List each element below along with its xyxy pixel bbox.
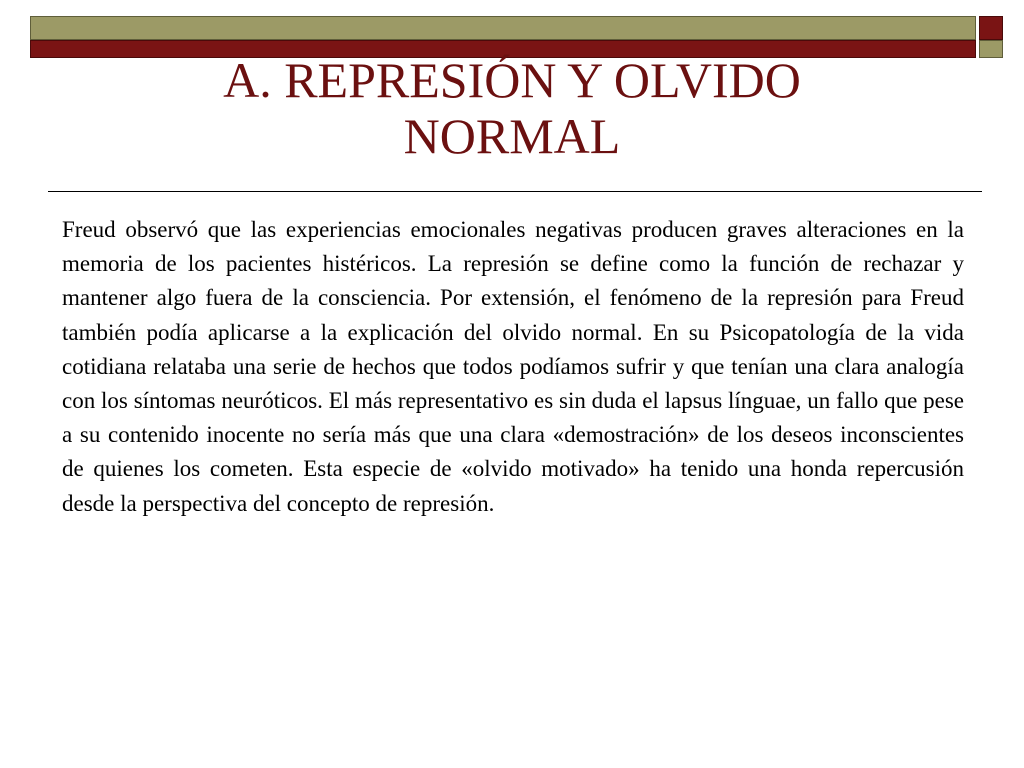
title-divider bbox=[48, 191, 982, 192]
slide-title bbox=[0, 52, 1024, 164]
decorative-olive-bar bbox=[30, 16, 976, 40]
decorative-red-square bbox=[979, 16, 1003, 40]
slide-body-text: Freud observó que las experiencias emocionales negativas producen graves alteraciones en la memoria de los pacientes histéricos. La represión se define como la función de rechazar y mantener algo fuera de la consciencia. Por extensión, el fenómeno de la represión para Freud también podía aplicarse a la explicación del olvido normal. En su Psicopatología de la vida cotidiana relataba una serie de hechos que todos podíamos sufrir y que tenían una clara analogía con los síntomas neuróticos. El más representativo es sin duda el lapsus línguae, un fallo que pese a su contenido inocente no sería más que una clara «demostración» de los deseos inconscientes de quienes los cometen. Esta especie de «olvido motivado» ha tenido una honda repercusión desde la perspectiva del concepto de represión. bbox=[62, 217, 964, 516]
slide-title-line-1: A. REPRESIÓN Y OLVIDO bbox=[223, 52, 801, 108]
slide-title-line-2: NORMAL bbox=[403, 108, 621, 164]
